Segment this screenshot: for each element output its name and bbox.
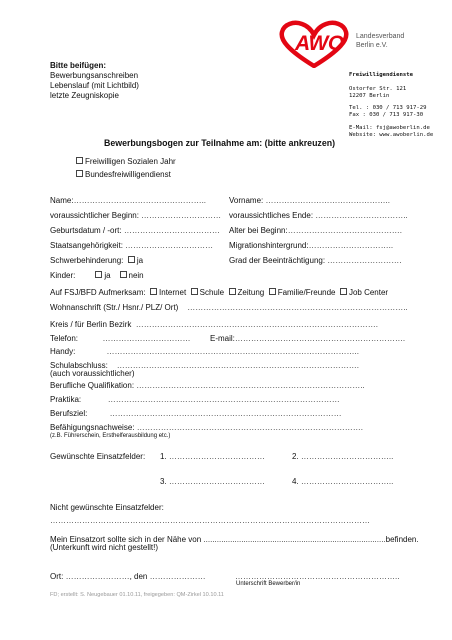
einsatz-3[interactable]: 3. ……………………………… [160,477,265,486]
awo-logo [278,20,350,68]
kreis-field[interactable]: Kreis / für Berlin Bezirk ………………………………………………………………………………. [50,320,379,329]
checkbox[interactable] [340,288,347,295]
naehe-field[interactable]: Mein Einsatzort sollte sich in der Nähe von ..................................................................................befinden. [50,535,419,544]
contact-email: E-Mail: fsj@awoberlin.de [349,125,430,131]
vorname-field[interactable]: Vorname: ……………………………………….. [229,196,390,205]
einsatz-label: Gewünschte Einsatzfelder: [50,452,146,461]
checkbox[interactable] [269,288,276,295]
program-fsj[interactable]: Freiwilligen Sozialen Jahr [76,157,176,167]
attach-item: Lebenslauf (mit Lichtbild) [50,81,139,90]
logo-line1: Landesverband [356,33,405,40]
handy-field[interactable]: Handy: ………………………………………………………………………………….. [50,347,359,356]
logo-word: AWO [295,32,344,55]
checkbox[interactable] [76,157,83,164]
einsatz-2[interactable]: 2. …………………………….. [292,452,394,461]
checkbox[interactable] [95,271,102,278]
staat-field[interactable]: Staatsangehörigkeit: …………………………… [50,241,214,250]
checkbox[interactable] [150,288,157,295]
contact-tel: Tel. : 030 / 713 917-29 [349,105,427,111]
befaehigung-sub: (z.B. Führerschein, Ersthelferausbildung etc.) [50,433,171,439]
unterkunft-note: (Unterkunft wird nicht gestellt!) [50,543,159,552]
program-bfd[interactable]: Bundesfreiwilligendienst [76,170,171,180]
signature-line[interactable]: …………………………………………………….. [235,572,400,581]
nicht-field[interactable]: ………………………………………………………………………………………………………… [50,516,370,525]
migration-field[interactable]: Migrationshintergrund:………………………….. [229,241,394,250]
schwer-field[interactable]: Schwerbehinderung: ja [50,256,144,265]
alter-field[interactable]: Alter bei Beginn:……………………………………. [229,226,402,235]
schulabschluss-sub: (auch voraussichtlicher) [50,369,135,378]
schulabschluss-field[interactable]: Schulabschluss: ………………………………………………………………………………. [50,361,359,370]
footer-text: FD; erstellt: S. Neugebauer 01.10.11, freigegeben: QM-Zirkel 10.10.11 [50,592,224,598]
befaehigung-field[interactable]: Befähigungsnachweise: …………………………………………………………………………. [50,423,363,432]
attach-item: Bewerbungsanschreiben [50,71,139,80]
beginn-field[interactable]: voraussichtlicher Beginn: ………………………… [50,211,222,220]
checkbox[interactable] [120,271,127,278]
checkbox[interactable] [128,256,135,263]
attach-item: letzte Zeugniskopie [50,91,119,100]
contact-street: Ostorfer Str. 121 [349,86,407,92]
praktika-field[interactable]: Praktika: …………………………………………………………………………… [50,395,340,404]
einsatz-1[interactable]: 1. ……………………………… [160,452,265,461]
grad-field[interactable]: Grad der Beeinträchtigung: ………………………. [229,256,402,265]
aufmerksam-row: Auf FSJ/BFD Aufmerksam: Internet Schule Zeitung Familie/Freunde Job Center [50,288,389,297]
einsatz-4[interactable]: 4. …………………………….. [292,477,394,486]
wohnanschrift-field[interactable]: Wohnanschrift (Str./ Hsnr./ PLZ/ Ort) ……………………………………………………………………….. [50,303,408,312]
attach-title: Bitte beifügen: [50,61,106,70]
email-field[interactable]: E-mail:………………………………………………………. [210,334,406,343]
checkbox[interactable] [191,288,198,295]
logo-line2: Berlin e.V. [356,42,388,49]
telefon-field[interactable]: Telefon: …………………………… [50,334,191,343]
geburt-field[interactable]: Geburtsdatum / -ort: ……………………………… [50,226,220,235]
kinder-field[interactable]: Kinder: ja nein [50,271,144,280]
berufsziel-field[interactable]: Berufsziel: …………………………………………………………………………… [50,409,342,418]
checkbox[interactable] [76,170,83,177]
name-field[interactable]: Name:………………………………………….. [50,196,207,205]
ort-field[interactable]: Ort: ……………………, den ………………… [50,572,206,581]
signature-label: Unterschrift Bewerber/in [236,581,301,587]
checkbox[interactable] [229,288,236,295]
contact-website: Website: www.awoberlin.de [349,132,434,138]
contact-city: 12207 Berlin [349,93,390,99]
form-heading: Bewerbungsbogen zur Teilnahme am: (bitte ankreuzen) [104,138,336,148]
ende-field[interactable]: voraussichtliches Ende: …………………………….. [229,211,408,220]
contact-fax: Fax : 030 / 713 917-30 [349,112,424,118]
contact-title: Freiwilligendienste [349,72,413,78]
beruflich-field[interactable]: Berufliche Qualifikation: ………………………………………………………………………….. [50,381,365,390]
nicht-label: Nicht gewünschte Einsatzfelder: [50,503,164,512]
